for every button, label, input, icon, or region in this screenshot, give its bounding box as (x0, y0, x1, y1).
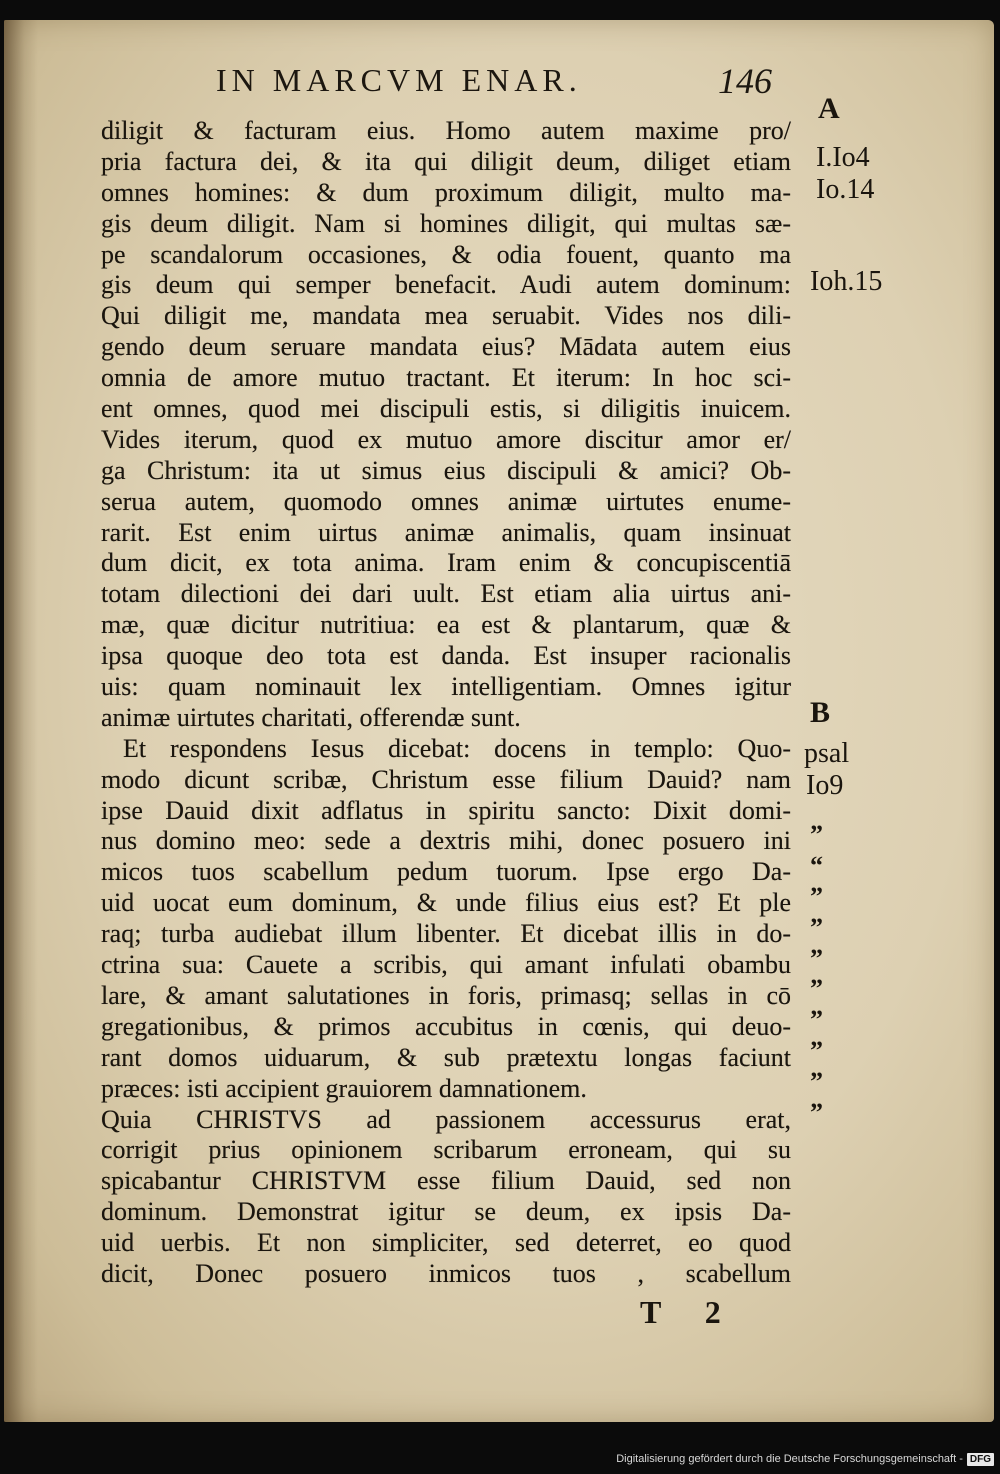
quote-mark: ” (810, 1098, 823, 1128)
folio-number: 146 (718, 61, 772, 101)
text-line: dominum. Demonstrat igitur se deum, ex ipsis Da- (101, 1197, 791, 1227)
text-line: Qui diligit me, mandata mea seruabit. Vides nos dili- (101, 301, 791, 331)
text-line: animæ uirtutes charitati, offerendæ sunt. (101, 702, 521, 732)
text-line: mæ, quæ dicitur nutritiua: ea est & plantarum, quæ & (101, 610, 791, 640)
text-line: raq; turba audiebat illum libenter. Et dicebat illis in do- (101, 919, 791, 949)
text-line: omnes homines: & dum proximum diligit, multo ma- (101, 177, 791, 207)
text-line: uis: quam nominauit lex intelligentiam. Omnes igitur (101, 672, 791, 702)
text-line: gregationibus, & primos accubitus in cœnis, qui deuo- (101, 1011, 791, 1041)
margin-section-b: B (810, 696, 831, 729)
text-line: modo dicunt scribæ, Christum esse filium Dauid? nam (101, 764, 791, 794)
book-page (4, 20, 994, 1422)
quote-mark: ” (810, 881, 823, 911)
dfg-logo: DFG (967, 1453, 994, 1466)
funding-credit: Digitalisierung gefördert durch die Deutsche Forschungsgemeinschaft - (616, 1453, 963, 1465)
text-line: ent omnes, quod mei discipuli estis, si diligitis inuicem. (101, 394, 791, 424)
margin-reference: Ioh.15 (810, 266, 883, 297)
quote-mark: “ (810, 850, 823, 880)
margin-reference: Io9 (806, 770, 844, 801)
quote-mark: ” (810, 1036, 823, 1066)
text-line: lare, & amant salutationes in foris, primasq; sellas in cō (101, 980, 791, 1010)
running-title: IN MARCVM ENAR. (216, 62, 582, 98)
main-text-block (101, 116, 791, 1290)
text-line: diligit & facturam eius. Homo autem maxime pro/ (101, 116, 791, 145)
margin-reference: Io.14 (816, 174, 875, 205)
quote-mark: ” (810, 943, 823, 973)
text-line: micos tuos scabellum pedum tuorum. Ipse ergo Da- (101, 857, 791, 887)
text-line: uid uerbis. Et non simpliciter, sed deterret, eo quod (101, 1228, 791, 1258)
text-line: Quia CHRISTVS ad passionem accessurus erat, (101, 1104, 791, 1134)
text-line: rant domos uiduarum, & sub prætextu longas faciunt (101, 1042, 791, 1072)
text-line: ga Christum: ita ut simus eius discipuli & amici? Ob- (101, 455, 791, 485)
text-line: corrigit prius opinionem scribarum erroneam, qui su (101, 1135, 791, 1165)
text-line: præces: isti accipient grauiorem damnationem. (101, 1073, 587, 1103)
text-line: ipsa quoque deo tota est danda. Est insuper racionalis (101, 641, 791, 671)
text-line: uid uocat eum dominum, & unde filius eius est? Et ple (101, 888, 791, 918)
text-line: dicit, Donec posuero inmicos tuos , scabellum (101, 1258, 791, 1288)
text-line: pria factura dei, & ita qui diligit deum, diliget etiam (101, 146, 791, 176)
signature-mark: T 2 (640, 1294, 739, 1330)
text-line: nus domino meo: sede a dextris mihi, donec posuero ini (101, 826, 791, 856)
text-line: Et respondens Iesus dicebat: docens in templo: Quo- (123, 733, 791, 763)
margin-section-a: A (818, 92, 840, 125)
text-line: gis deum diligit. Nam si homines diligit, qui multas sæ- (101, 208, 791, 238)
text-line: ipse Dauid dixit adflatus in spiritu sancto: Dixit domi- (101, 795, 791, 825)
margin-reference: I.Io4 (816, 142, 870, 173)
margin-reference: psal (804, 738, 850, 769)
quote-mark: ” (810, 1005, 823, 1035)
text-line: Vides iterum, quod ex mutuo amore discitur amor er/ (101, 424, 791, 454)
text-line: ctrina sua: Cauete a scribis, qui amant infulati obambu (101, 950, 791, 980)
quote-mark: ” (810, 974, 823, 1004)
text-line: serua autem, quomodo omnes animæ uirtutes enume- (101, 486, 791, 516)
text-line: gendo deum seruare mandata eius? Mādata autem eius (101, 332, 791, 362)
digitization-footer (616, 1450, 994, 1468)
text-line: omnia de amore mutuo tractant. Et iterum: In hoc sci- (101, 363, 791, 393)
text-line: pe scandalorum occasiones, & odia fouent, quanto ma (101, 239, 791, 269)
text-line: totam dilectioni dei dari uult. Est etiam alia uirtus ani- (101, 579, 791, 609)
margin-quotation-marks (810, 820, 838, 1129)
quote-mark: ” (810, 820, 823, 849)
text-line: spicabantur CHRISTVM esse filium Dauid, sed non (101, 1166, 791, 1196)
quote-mark: ” (810, 912, 823, 942)
quote-mark: ” (810, 1067, 823, 1097)
page-header (204, 60, 784, 104)
text-line: gis deum qui semper benefacit. Audi autem dominum: (101, 270, 791, 300)
text-line: rarit. Est enim uirtus animæ animalis, quam insinuat (101, 517, 791, 547)
text-line: dum dicit, ex tota anima. Iram enim & concupiscentiā (101, 548, 791, 578)
